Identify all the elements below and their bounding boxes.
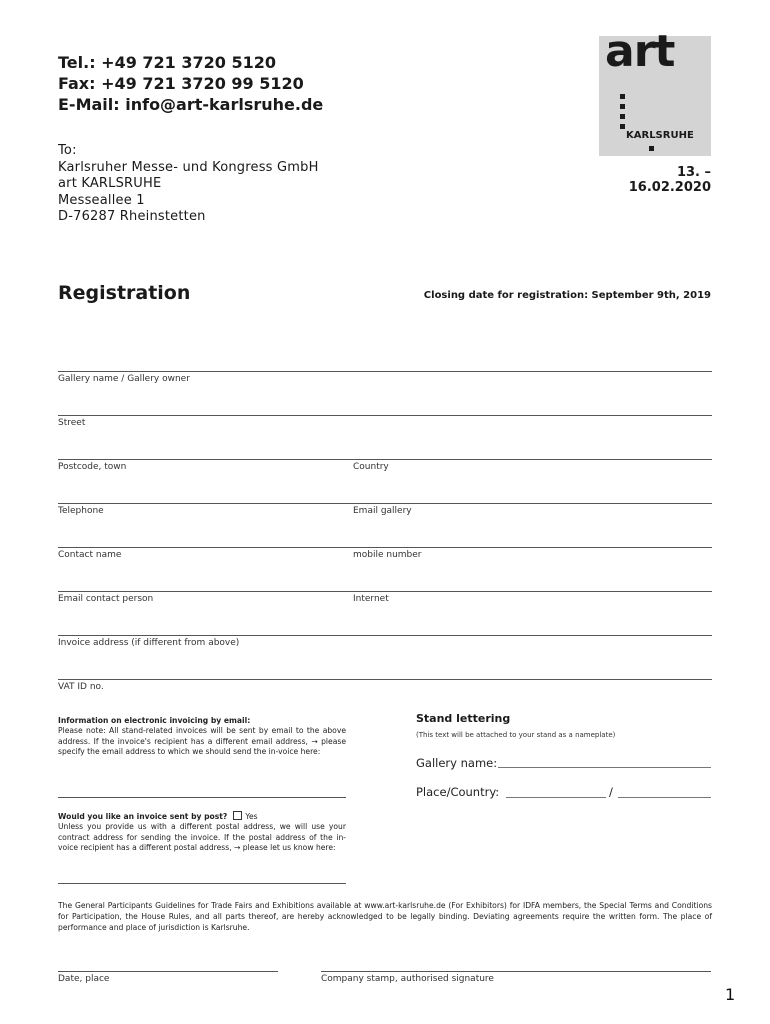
e-invoice-body: Please note: All stand-related invoices will be sent by email to the above address. If the invoice's recipient has a different email address, → please specify the email address to which we should send the in-voice here: xyxy=(58,726,346,756)
stand-country-input[interactable] xyxy=(618,797,711,798)
mobile-label: mobile number xyxy=(353,550,422,560)
event-dates: 13. – 16.02.2020 xyxy=(628,165,711,195)
telephone-line: Tel.: +49 721 3720 5120 xyxy=(58,53,277,72)
terms-text: The General Participants Guidelines for Trade Fairs and Exhibitions available at www.art-karlsruhe.de (For Exhibitors) for IDFA members, the Special Terms and Conditions for Participation, the House Rules, and all parts thereof, are hereby acknowledged to be legally binding. Deviating agreements require the written form. The place of performance and place of jurisdiction is Karlsruhe. xyxy=(58,901,712,932)
postcode-label: Postcode, town xyxy=(58,462,127,472)
page-title: Registration xyxy=(58,282,191,304)
stand-gallery-input[interactable] xyxy=(498,767,711,768)
street-label: Street xyxy=(58,418,86,428)
logo-dot xyxy=(620,124,625,129)
vat-id-label: VAT ID no. xyxy=(58,682,104,692)
signature-input[interactable] xyxy=(321,971,711,972)
yes-label: Yes xyxy=(245,812,258,821)
closing-date: Closing date for registration: September 9th, 2019 xyxy=(423,290,711,301)
contact-name-label: Contact name xyxy=(58,550,122,560)
page-number: 1 xyxy=(725,985,736,1004)
contact-block xyxy=(58,52,323,115)
to-label: To: xyxy=(58,143,77,158)
stand-place-label: Place/Country: xyxy=(416,785,500,799)
post-invoice-info xyxy=(58,811,346,853)
stand-separator: / xyxy=(609,785,613,799)
stand-gallery-label: Gallery name: xyxy=(416,756,498,770)
email-gallery-label: Email gallery xyxy=(353,506,412,516)
contact-mobile-field[interactable] xyxy=(58,547,712,548)
invoice-address-field[interactable] xyxy=(58,635,712,636)
stand-place-input[interactable] xyxy=(506,797,606,798)
gallery-name-field[interactable] xyxy=(58,371,712,372)
recipient-line: Karlsruher Messe- und Kongress GmbH xyxy=(58,159,319,175)
invoice-email-input[interactable] xyxy=(58,797,346,798)
post-invoice-question: Would you like an invoice sent by post? xyxy=(58,812,228,821)
postcode-country-field[interactable] xyxy=(58,459,712,460)
email-internet-field[interactable] xyxy=(58,591,712,592)
recipient-line: Messeallee 1 xyxy=(58,192,145,208)
post-invoice-question-row xyxy=(58,811,346,822)
country-label: Country xyxy=(353,462,389,472)
invoice-address-label: Invoice address (if different from above) xyxy=(58,638,240,648)
post-invoice-body: Unless you provide us with a different postal address, we will use your contract address for sending the invoice. If the postal address of the in-voice recipient has a different postal address, → please let us know here: xyxy=(58,822,346,852)
logo-dot xyxy=(620,94,625,99)
telephone-email-field[interactable] xyxy=(58,503,712,504)
stand-lettering-note: (This text will be attached to your stand as a nameplate) xyxy=(416,731,616,739)
internet-label: Internet xyxy=(353,594,389,604)
recipient-address xyxy=(58,143,319,226)
date-place-input[interactable] xyxy=(58,971,278,972)
signature-label: Company stamp, authorised signature xyxy=(321,974,494,984)
logo-dot xyxy=(649,146,654,151)
logo-dot xyxy=(620,114,625,119)
recipient-line: art KARLSRUHE xyxy=(58,176,162,191)
postal-address-input[interactable] xyxy=(58,883,346,884)
email-contact-label: Email contact person xyxy=(58,594,154,604)
fax-line: Fax: +49 721 3720 99 5120 xyxy=(58,74,304,93)
telephone-label: Telephone xyxy=(58,506,104,516)
logo-word: art xyxy=(605,26,675,77)
stand-lettering-title: Stand lettering xyxy=(416,712,511,725)
email-line: E-Mail: info@art-karlsruhe.de xyxy=(58,95,324,114)
logo-dot xyxy=(620,104,625,109)
recipient-line: D-76287 Rheinstetten xyxy=(58,209,206,224)
vat-id-field[interactable] xyxy=(58,679,712,680)
logo-city: KARLSRUHE xyxy=(626,130,694,141)
gallery-name-label: Gallery name / Gallery owner xyxy=(58,374,190,384)
e-invoice-heading: Information on electronic invoicing by email: xyxy=(58,716,251,725)
yes-checkbox[interactable] xyxy=(233,811,242,820)
street-field[interactable] xyxy=(58,415,712,416)
e-invoice-info xyxy=(58,716,346,757)
art-karlsruhe-logo xyxy=(599,26,711,156)
date-place-label: Date, place xyxy=(58,974,110,984)
